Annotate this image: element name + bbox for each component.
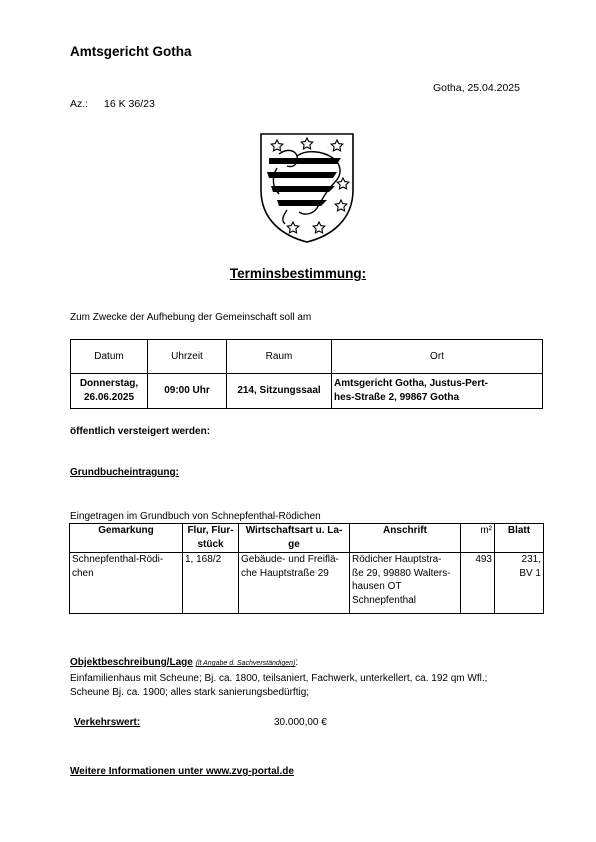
objekt-heading [70, 657, 298, 668]
cell-line: Schnepfenthal [352, 594, 416, 606]
date-place: Gotha, 25.04.2025 [433, 82, 520, 94]
flur-cell: 1, 168/2 [183, 553, 239, 614]
anschrift-cell [350, 553, 461, 614]
uhrzeit-cell: 09:00 Uhr [148, 374, 227, 409]
grundbuch-intro: Eingetragen im Grundbuch von Schnepfenthal-Rödichen [70, 511, 321, 522]
objekt-note: (lt Angabe d. Sachverständigen) [195, 660, 296, 667]
cell-line: chen [72, 567, 94, 579]
footer-link-text: Weitere Informationen unter www.zvg-portal.de [70, 766, 294, 777]
table-row [70, 553, 544, 614]
cell-line: che Hauptstraße 29 [241, 567, 329, 579]
table-row [71, 374, 543, 409]
cell-line: Schnepfenthal-Rödi- [72, 554, 164, 565]
cell-line: Gebäude- und Freiflä- [241, 554, 339, 565]
m2-cell: 493 [461, 553, 495, 614]
verkehrswert-value: 30.000,00 € [274, 717, 327, 728]
court-name: Amtsgericht Gotha [70, 44, 192, 59]
table-header-row [70, 524, 544, 553]
datum-line: Donnerstag, [79, 378, 139, 389]
column-header: Gemarkung [70, 524, 183, 553]
ort-line: hes-Straße 2, 99867 Gotha [334, 392, 460, 403]
table-header-row [71, 340, 543, 374]
az-label: Az.: [70, 98, 89, 110]
gemarkung-cell [70, 553, 183, 614]
page-title: Terminsbestimmung: [229, 266, 367, 281]
description-line: Einfamilienhaus mit Scheune; Bj. ca. 1800, teilsaniert, Fachwerk, unterkellert, ca. 192 qm Wfl.; [70, 673, 488, 684]
objekt-colon: : [295, 657, 299, 668]
column-header: Datum [71, 340, 148, 374]
column-header: m² [461, 524, 495, 553]
grundbuch-table [69, 523, 544, 614]
ort-cell [332, 374, 543, 409]
ort-line: Amtsgericht Gotha, Justus-Pert- [334, 378, 488, 389]
cell-line: Rödicher Hauptstra- [352, 554, 442, 565]
column-header: Blatt [495, 524, 544, 553]
objekt-title: Objektbeschreibung/Lage [70, 657, 193, 668]
intro-text: Zum Zwecke der Aufhebung der Gemeinschaft soll am [70, 312, 312, 323]
az-value: 16 K 36/23 [104, 98, 155, 110]
cell-line: ße 29, 99880 Walters- [352, 567, 451, 579]
objekt-description [70, 672, 540, 700]
column-header [239, 524, 350, 553]
column-header [183, 524, 239, 553]
header-line: stück [197, 538, 224, 550]
column-header: Raum [227, 340, 332, 374]
datum-cell [71, 374, 148, 409]
verkehrswert-label: Verkehrswert: [74, 717, 141, 728]
column-header: Uhrzeit [148, 340, 227, 374]
raum-cell: 214, Sitzungssaal [227, 374, 332, 409]
wirtschaftsart-cell [239, 553, 350, 614]
cell-line: 231, [521, 554, 541, 565]
cell-line: hausen OT [352, 581, 402, 592]
description-line: Scheune Bj. ca. 1900; alles stark sanierungsbedürftig; [70, 687, 310, 698]
datum-line: 26.06.2025 [83, 392, 135, 403]
column-header: Ort [332, 340, 543, 374]
blatt-cell [495, 553, 544, 614]
header-line: ge [288, 538, 300, 550]
header-line: Flur, Flur- [187, 525, 234, 536]
column-header: Anschrift [350, 524, 461, 553]
grundbuch-heading: Grundbucheintragung: [70, 467, 179, 478]
offentlich-text: öffentlich versteigert werden: [70, 426, 211, 437]
cell-line: BV 1 [519, 567, 541, 579]
coat-of-arms-icon [257, 128, 357, 244]
header-line: Wirtschaftsart u. La- [245, 525, 343, 536]
termin-table [70, 339, 543, 409]
